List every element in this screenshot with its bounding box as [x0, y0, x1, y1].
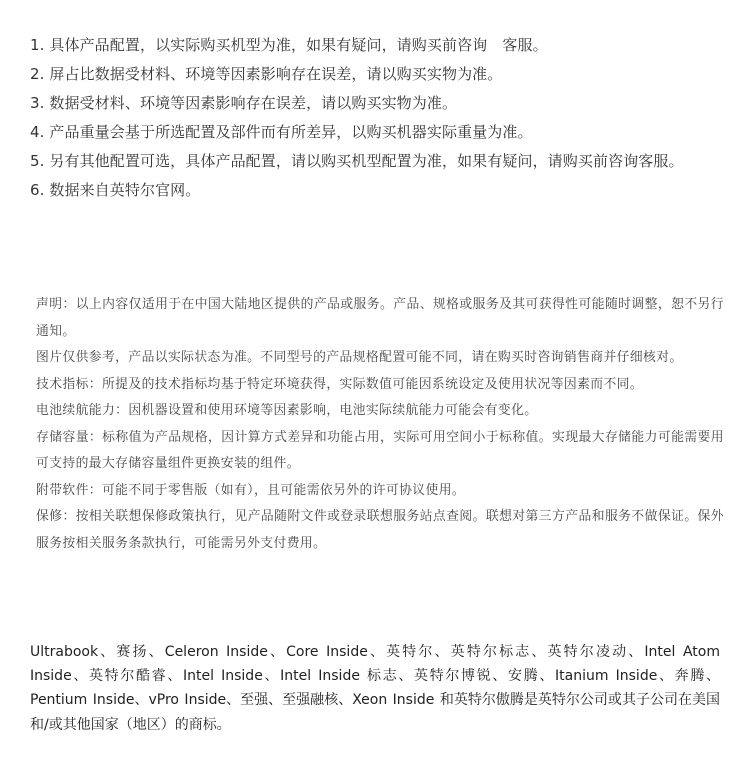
trademark-text: Ultrabook、赛扬、Celeron Inside、Core Inside、英特尔、英特尔标志、英特尔凌动、Intel Atom Inside、英特尔酷睿、Intel Inside、Intel Inside 标志、英特尔博锐、安腾、Itanium Inside、奔腾、Pentium Inside、vPro Inside、至强、至强融核、Xeon Inside 和英特尔傲腾是英特尔公司或其子公司在美国和/或其他国家（地区）的商标。	[30, 644, 720, 733]
note-item: 1. 具体产品配置，以实际购买机型为准，如果有疑问，请购买前咨询 客服。	[30, 36, 548, 54]
disclaimer-storage: 存储容量：标称值为产品规格，因计算方式差异和功能占用，实际可用空间小于标称值。实现最大存储能力可能需要用可支持的最大存储容量组件更换安装的组件。	[36, 429, 724, 471]
trademark-section	[30, 640, 720, 737]
disclaimer-tech-specs: 技术指标：所提及的技术指标均基于特定环境获得，实际数值可能因系统设定及使用状况等因素而不同。	[36, 376, 644, 392]
note-item: 6. 数据来自英特尔官网。	[30, 181, 201, 199]
disclaimer-battery: 电池续航能力：因机器设置和使用环境等因素影响，电池实际续航能力可能会有变化。	[36, 403, 538, 418]
disclaimer-warranty: 保修：按相关联想保修政策执行，见产品随附文件或登录联想服务站点查阅。联想对第三方产品和服务不做保证。保外服务按相关服务条款执行，可能需另外支付费用。	[36, 509, 724, 551]
note-item: 4. 产品重量会基于所选配置及部件而有所差异，以购买机器实际重量为准。	[30, 123, 533, 141]
note-item: 3. 数据受材料、环境等因素影响存在误差，请以购买实物为准。	[30, 94, 458, 112]
note-item: 2. 屏占比数据受材料、环境等因素影响存在误差，请以购买实物为准。	[30, 65, 503, 83]
note-item: 5. 另有其他配置可选，具体产品配置，请以购买机型配置为准，如果有疑问，请购买前咨询客服。	[30, 152, 684, 170]
product-notes-list	[30, 31, 740, 205]
disclaimer-statement: 声明：以上内容仅适用于在中国大陆地区提供的产品或服务。产品、规格或服务及其可获得性可能随时调整，恕不另行通知。	[36, 297, 724, 339]
disclaimer-images: 图片仅供参考，产品以实际状态为准。不同型号的产品规格配置可能不同，请在购买时咨询销售商并仔细核对。	[36, 350, 683, 365]
disclaimer-section	[36, 292, 724, 557]
disclaimer-software: 附带软件：可能不同于零售版（如有），且可能需依另外的许可协议使用。	[36, 482, 466, 498]
